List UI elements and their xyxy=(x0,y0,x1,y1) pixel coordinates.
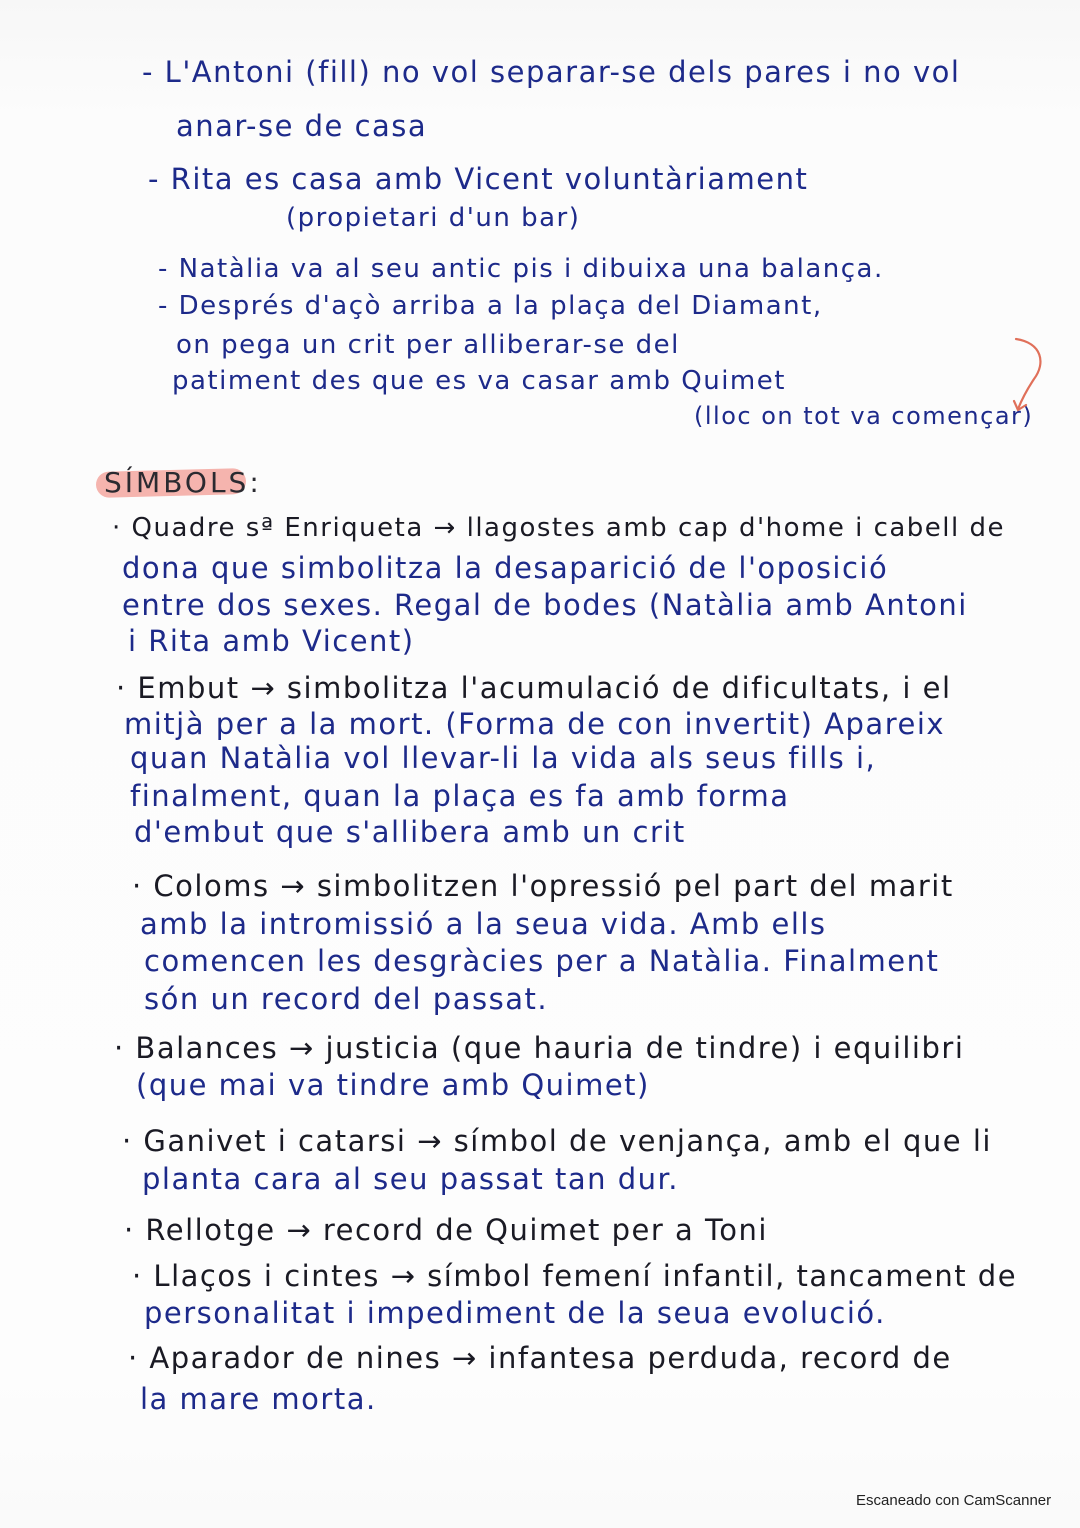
symbol-line: la mare morta. xyxy=(140,1382,377,1416)
symbol-line: · Coloms → simbolitzen l'opressió pel part del marit xyxy=(132,869,954,903)
symbol-line: mitjà per a la mort. (Forma de con invertit) Apareix xyxy=(124,707,946,741)
curved-arrow-icon xyxy=(1012,335,1052,415)
symbol-line: són un record del passat. xyxy=(144,982,549,1016)
symbol-line: · Quadre sª Enriqueta → llagostes amb cap d'home i cabell de xyxy=(112,513,1006,543)
intro-line: - Natàlia va al seu antic pis i dibuixa una balança. xyxy=(158,254,884,284)
symbol-line: i Rita amb Vicent) xyxy=(128,624,415,658)
symbol-line: personalitat i impediment de la seua evolució. xyxy=(144,1296,886,1330)
symbol-line: planta cara al seu passat tan dur. xyxy=(142,1162,679,1196)
symbol-line: dona que simbolitza la desaparició de l'oposició xyxy=(122,551,889,585)
symbols-heading: SÍMBOLS: xyxy=(104,466,262,499)
intro-line: - Després d'açò arriba a la plaça del Diamant, xyxy=(158,291,823,321)
symbol-line: comencen les desgràcies per a Natàlia. Finalment xyxy=(144,944,940,978)
intro-line: anar-se de casa xyxy=(176,109,428,143)
symbol-line: amb la intromissió a la seua vida. Amb ells xyxy=(140,907,827,941)
symbol-line: finalment, quan la plaça es fa amb forma xyxy=(130,779,790,813)
symbol-line: · Llaços i cintes → símbol femení infantil, tancament de xyxy=(132,1259,1018,1293)
symbol-line: · Aparador de nines → infantesa perduda, record de xyxy=(128,1341,952,1375)
symbol-line: entre dos sexes. Regal de bodes (Natàlia amb Antoni xyxy=(122,588,968,622)
symbol-line: · Balances → justicia (que hauria de tindre) i equilibri xyxy=(114,1031,965,1065)
symbol-line: · Rellotge → record de Quimet per a Toni xyxy=(124,1213,768,1247)
symbol-line: (que mai va tindre amb Quimet) xyxy=(136,1068,650,1102)
symbol-line: quan Natàlia vol llevar-li la vida als seus fills i, xyxy=(130,741,877,775)
intro-line: - Rita es casa amb Vicent voluntàriament xyxy=(148,162,809,196)
symbol-line: d'embut que s'allibera amb un crit xyxy=(134,815,686,849)
intro-line: (lloc on tot va començar) xyxy=(694,402,1034,430)
intro-line: on pega un crit per alliberar-se del xyxy=(176,330,680,360)
intro-line: (propietari d'un bar) xyxy=(286,203,581,233)
scanner-watermark: Escaneado con CamScanner xyxy=(856,1492,1052,1509)
intro-line: - L'Antoni (fill) no vol separar-se dels pares i no vol xyxy=(142,55,961,89)
symbol-line: · Ganivet i catarsi → símbol de venjança, amb el que li xyxy=(122,1124,992,1158)
intro-line: patiment des que es va casar amb Quimet xyxy=(172,366,786,396)
symbol-line: · Embut → simbolitza l'acumulació de dificultats, i el xyxy=(116,671,952,705)
